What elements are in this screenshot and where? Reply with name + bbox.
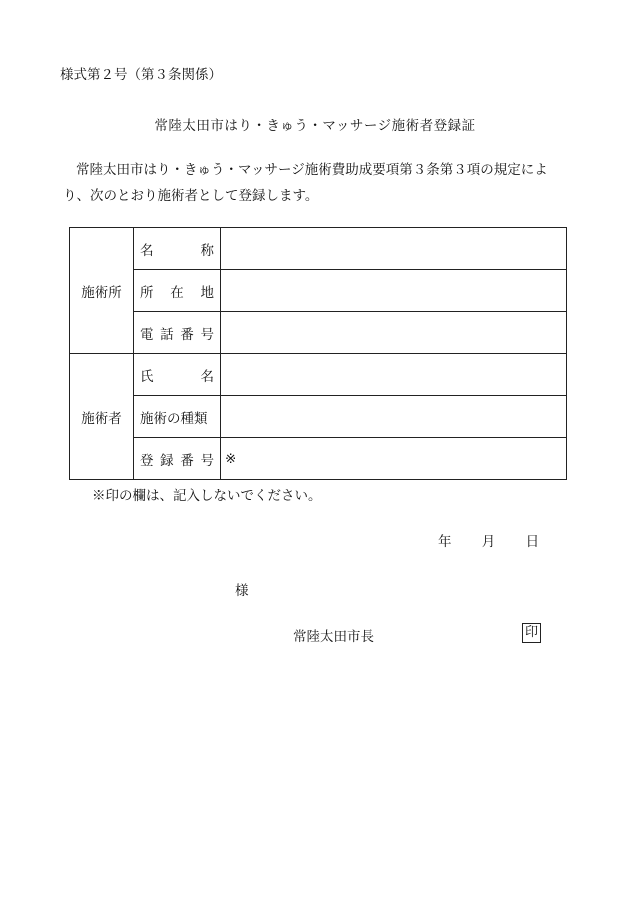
facility-phone-label xyxy=(134,312,221,354)
label-char: 電 xyxy=(140,326,154,343)
label-char: 番 xyxy=(180,326,194,343)
table-row xyxy=(70,438,567,480)
table-row xyxy=(70,312,567,354)
issuer-name: 常陸太田市長 xyxy=(293,629,374,645)
label-char: 話 xyxy=(160,326,174,343)
date-year: 年 xyxy=(438,534,452,550)
label-char: 称 xyxy=(200,242,214,259)
table-row xyxy=(70,396,567,438)
facility-group-label: 施術所 xyxy=(70,228,134,354)
date-line xyxy=(438,530,539,550)
table-row xyxy=(70,354,567,396)
label-char: 番 xyxy=(180,452,194,469)
body-text: 常陸太田市はり・きゅう・マッサージ施術費助成要項第３条第３項の規定により、次のとおり施術者として登録します。 xyxy=(63,162,548,204)
form-number: 様式第２号（第３条関係） xyxy=(60,67,222,83)
label-char: 登 xyxy=(140,452,154,469)
registration-number-field xyxy=(221,438,567,480)
registration-table xyxy=(69,227,567,480)
practitioner-type-label: 施術の種類 xyxy=(134,396,221,438)
seal-stamp: 印 xyxy=(522,623,541,643)
date-month: 月 xyxy=(481,534,496,550)
label-char: 名 xyxy=(140,242,154,259)
practitioner-type-field[interactable] xyxy=(221,396,567,438)
table-row xyxy=(70,270,567,312)
practitioner-group-label: 施術者 xyxy=(70,354,134,480)
table-row xyxy=(70,228,567,270)
registration-number-label xyxy=(134,438,221,480)
label-char: 名 xyxy=(200,368,214,385)
addressee-suffix: 様 xyxy=(235,583,249,599)
date-day: 日 xyxy=(525,534,540,550)
registration-mark: ※ xyxy=(225,450,237,467)
facility-address-field[interactable] xyxy=(221,270,567,312)
facility-name-label xyxy=(134,228,221,270)
label-char: 在 xyxy=(170,284,184,301)
facility-address-label xyxy=(134,270,221,312)
document-title: 常陸太田市はり・きゅう・マッサージ施術者登録証 xyxy=(154,118,476,134)
label-char: 所 xyxy=(140,284,154,301)
practitioner-name-field[interactable] xyxy=(221,354,567,396)
label-char: 地 xyxy=(200,284,214,301)
note-text: ※印の欄は、記入しないでください。 xyxy=(92,488,322,504)
practitioner-name-label xyxy=(134,354,221,396)
label-char: 録 xyxy=(160,452,174,469)
facility-name-field[interactable] xyxy=(221,228,567,270)
label-char: 号 xyxy=(200,326,214,343)
label-char: 氏 xyxy=(140,368,154,385)
label-char: 号 xyxy=(200,452,214,469)
facility-phone-field[interactable] xyxy=(221,312,567,354)
